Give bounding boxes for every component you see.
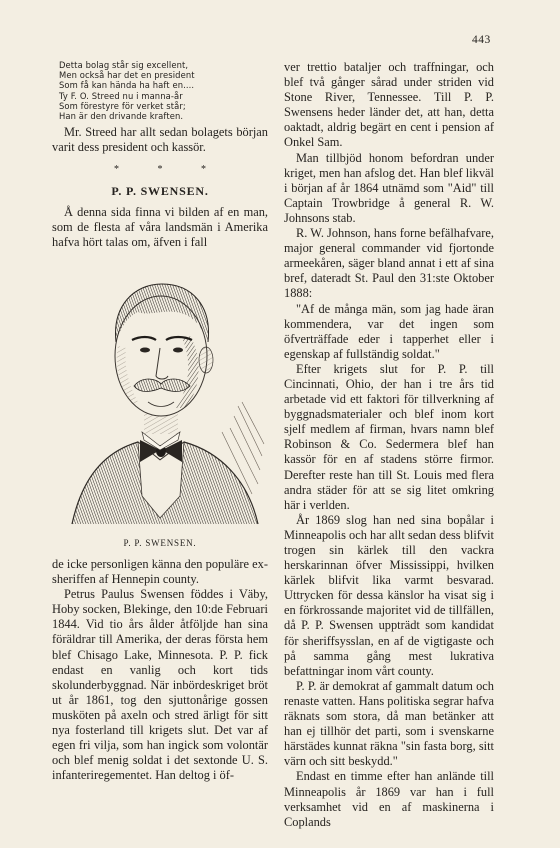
poem-line: Detta bolag står sig excellent,	[59, 60, 189, 70]
page-number: 443	[472, 34, 491, 46]
left-column	[52, 60, 268, 783]
poem-line: Han är den drivande kraften.	[59, 111, 184, 122]
poem-line: Men också har det en president	[59, 70, 195, 81]
paragraph: År 1869 slog han ned sina bopålar i Minneapolis och har allt sedan dess blifvit trogen sin kärlek till den vackra herskarinnan öfver Mississippi, hvilken kärlek blifvit lika varmt besvarad. Uttrycken för dessa känslor ha visat sig i en förkrossande majoritet vid de tillfällen, då P. P. Swensen uppträdt som kandidat för sheriffsysslan, en af de vigtigaste och på samma gång mest lukrativa befattningar inom vårt county.	[284, 512, 494, 678]
intro-paragraph: Mr. Streed har allt sedan bolagets början varit dess president och kassör.	[52, 125, 268, 155]
paragraph: R. W. Johnson, hans forne befälhafvare, major general commander vid fjortonde armeekåren, säger bland annat i ett af sina bref, dateradt St. Paul den 31:ste Oktober 1888:	[284, 226, 494, 301]
poem-verse	[59, 60, 268, 121]
poem-line: Som förestyre för verket står;	[59, 100, 186, 111]
section-divider: * * *	[114, 164, 224, 176]
paragraph: P. P. är demokrat af gammalt datum och renaste vatten. Hans politiska segrar hafva räknats som stora, då man betänker att han ej tillhör det parti, som i svenskarne härstädes kunnat räkna "sin fasta borg, sitt värn och sitt beskydd."	[284, 678, 494, 769]
paragraph: Endast en timme efter han anlände till Minneapolis år 1869 var han i full verksamhet vid en af maskinerna i Coplands	[284, 769, 494, 829]
portrait-engraving	[52, 256, 268, 534]
paragraph: Efter krigets slut for P. P. till Cincinnati, Ohio, der han i tre års tid arbetade vid ett faktori för tillverkning af byggnadsmaterialer och blef inom kort sjelf medlem af firman, hvars namn blef Robinson & Co. Sedermera blef han kassör för en af stadens större firmor. Derefter reste han till St. Louis med flera andra städer för att se sig litet omkring här i verlden.	[284, 361, 494, 512]
section-heading: P. P. SWENSEN.	[111, 183, 209, 198]
paragraph: ver trettio bataljer och traffningar, och blef två gånger sårad under striden vid Stone River, Tennessee. Till P. P. Swensens heder länder det, att han, detta oaktadt, aldrig begärt en cent i pension af Onkel Sam.	[284, 60, 494, 150]
paragraph: de icke personligen känna den populäre ex-sheriffen af Hennepin county.	[52, 556, 268, 587]
paragraph: Å denna sida finna vi bilden af en man, som de flesta af våra landsmän i Amerika hafva hört talas om, äfven i fall	[52, 204, 268, 249]
paragraph: Petrus Paulus Swensen föddes i Väby, Hoby socken, Blekinge, den 10:de Februari 1844. Vid tio års ålder åtföljde han sina föräldrar till Amerika, der deras första hem blef Chisago Lake, Minnesota. P. P. fick endast en vanlig och kort tids skolunderbyggnad. När inbördeskriget bröt ut år 1861, tog den sjuttonårige gossen musköten på axeln och stred ärligt för sitt nya fosterland till krigets slut. Det var af egen fri vilja, som han ingick som volontär och blef menig soldat i det sextonde U. S. infanteriregementet. Han deltog i öf-	[52, 587, 268, 783]
right-column	[284, 60, 494, 830]
poem-line: Ty F. O. Streed nu i manna-år	[59, 90, 183, 101]
portrait-caption: P. P. SWENSEN.	[123, 537, 197, 548]
paragraph: Man tillbjöd honom befordran under kriget, men han afslog det. Han blef likväl i början af år 1864 utnämd som "Aid" till Captain Trowbridge å general R. W. Johnsons stab.	[284, 150, 494, 225]
poem-line: Som få kan hända ha haft en....	[59, 80, 195, 91]
quotation: "Af de många män, som jag hade äran kommendera, var det ingen som öfverträffade eder i tapperhet eller i egenskap af fullständig soldat."	[284, 301, 494, 361]
